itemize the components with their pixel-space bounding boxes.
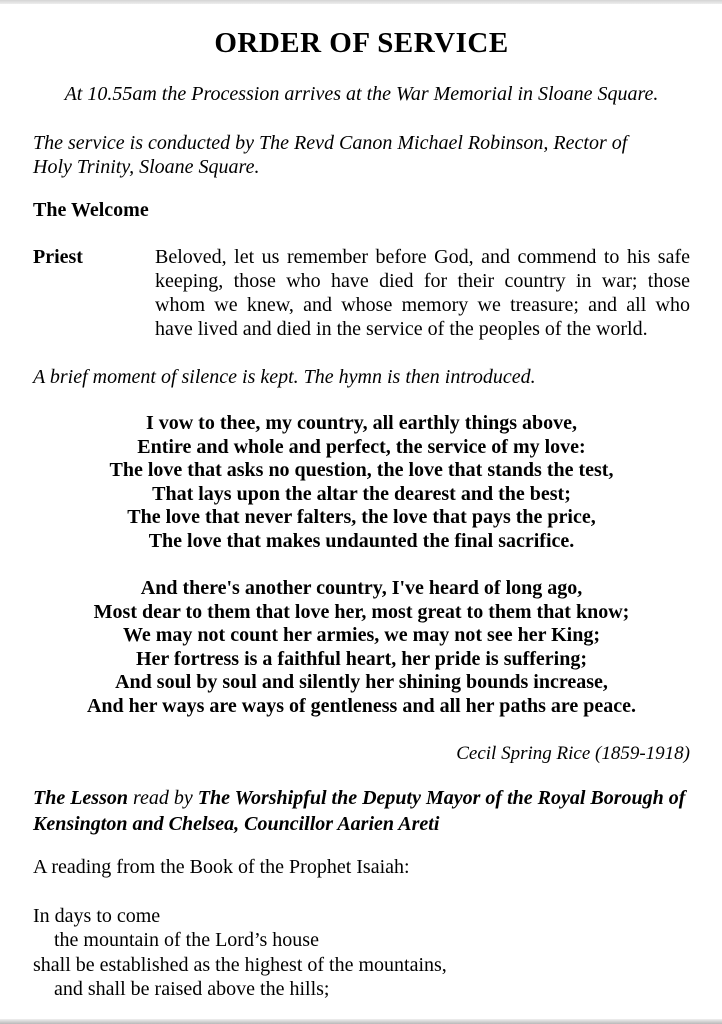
hymn-line: I vow to thee, my country, all earthly things above,	[145, 412, 578, 434]
priest-text: Beloved, let us remember before God, and commend to his safe keeping, those who have died for their country in war; those whom we knew, and whose memory we treasure; and all who have lived and died in the service of the peoples of the world.	[155, 246, 690, 340]
hymn-verse-2	[33, 577, 690, 718]
lesson-heading-reader: The Worshipful the Deputy Mayor of the Royal Borough of Kensington and Chelsea, Councillor Aarien Areti	[33, 787, 686, 835]
scan-edge-bottom	[0, 1019, 722, 1024]
silence-note: A brief moment of silence is kept. The hymn is then introduced.	[33, 366, 536, 388]
lesson-heading-read-by: read by	[128, 787, 198, 809]
hymn-line: Her fortress is a faithful heart, her pride is suffering;	[135, 647, 588, 670]
priest-rubric	[33, 245, 690, 341]
hymn-line: And soul by soul and silently her shining bounds increase,	[115, 671, 608, 693]
reading-line: shall be established as the highest of the mountains,	[33, 953, 447, 976]
reading-intro: A reading from the Book of the Prophet Isaiah:	[33, 856, 410, 878]
conductor-note-line-2: Holy Trinity, Sloane Square.	[33, 156, 260, 178]
lesson-heading-title: The Lesson	[33, 787, 128, 809]
reading-line: and shall be raised above the hills;	[54, 977, 330, 1000]
hymn-line: The love that asks no question, the love that stands the test,	[109, 459, 614, 481]
conductor-note-line-1: The service is conducted by The Revd Canon Michael Robinson, Rector of	[33, 132, 628, 154]
procession-note: At 10.55am the Procession arrives at the War Memorial in Sloane Square.	[64, 83, 659, 105]
hymn-verse-1	[33, 412, 690, 553]
hymn-line: And her ways are ways of gentleness and all her paths are peace.	[86, 694, 637, 717]
hymn-line: The love that never falters, the love that pays the price,	[127, 506, 596, 528]
hymn-line: Most dear to them that love her, most great to them that know;	[93, 600, 630, 623]
hymn-line: Entire and whole and perfect, the service of my love:	[137, 435, 586, 458]
welcome-heading: The Welcome	[33, 199, 149, 221]
hymn-line: That lays upon the altar the dearest and the best;	[152, 482, 571, 505]
lesson-heading	[33, 785, 690, 837]
hymn-line: We may not count her armies, we may not see her King;	[123, 624, 600, 646]
reading-line: the mountain of the Lord’s house	[54, 929, 319, 952]
hymn-line: The love that makes undaunted the final sacrifice.	[148, 529, 575, 552]
hymn-attribution: Cecil Spring Rice (1859-1918)	[456, 743, 690, 764]
conductor-note	[33, 131, 690, 179]
hymn-line: And there's another country, I've heard of long ago,	[140, 577, 583, 599]
priest-speaker-label: Priest	[33, 246, 83, 268]
reading-line: In days to come	[33, 905, 161, 927]
page-title: ORDER OF SERVICE	[214, 27, 509, 59]
isaiah-reading	[33, 904, 690, 1001]
